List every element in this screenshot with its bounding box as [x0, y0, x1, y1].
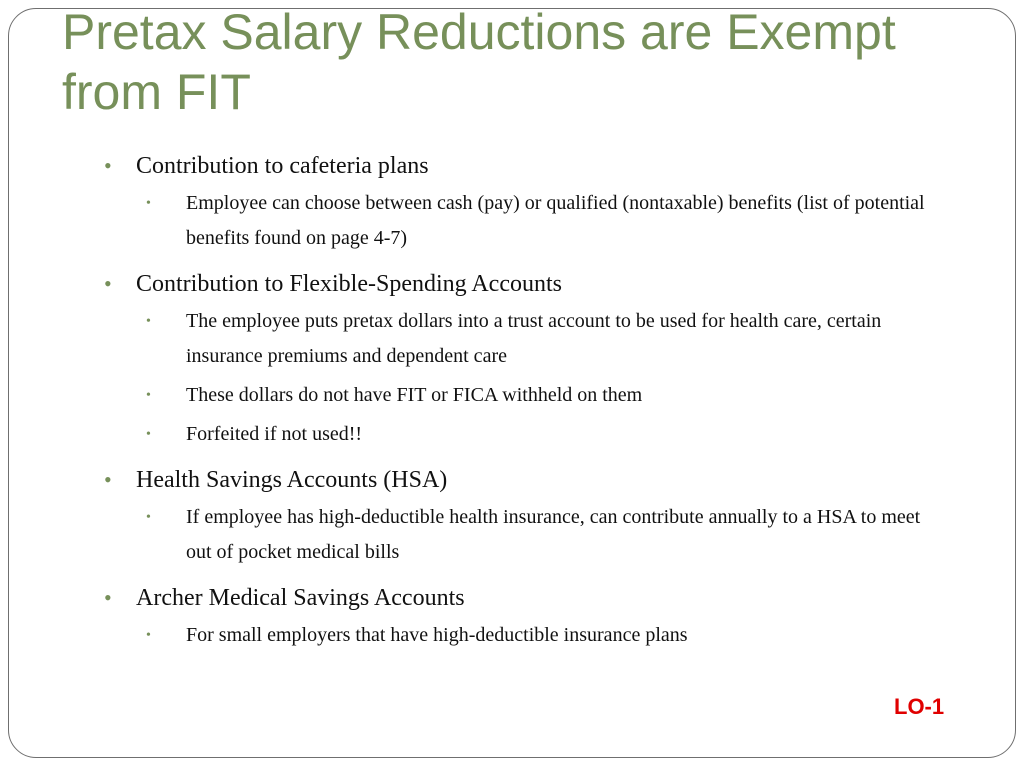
- sub-bullet-dot-icon: •: [146, 427, 151, 442]
- bullet-text: Health Savings Accounts (HSA): [136, 467, 448, 493]
- bullet-item: [104, 580, 944, 653]
- slide-content: [104, 148, 944, 663]
- bullet-text: Archer Medical Savings Accounts: [136, 585, 465, 611]
- bullet-text: Contribution to cafeteria plans: [136, 153, 429, 179]
- sub-bullet-dot-icon: •: [146, 510, 151, 525]
- bullet-text: Contribution to Flexible-Spending Accounts: [136, 271, 562, 297]
- sub-bullet-item: [136, 417, 944, 452]
- sub-bullet-list: [136, 618, 944, 653]
- sub-bullet-item: [136, 186, 944, 256]
- sub-bullet-dot-icon: •: [146, 196, 151, 211]
- bullet-item: [104, 148, 944, 256]
- bullet-dot-icon: •: [104, 153, 112, 178]
- sub-bullet-item: [136, 618, 944, 653]
- sub-bullet-text: These dollars do not have FIT or FICA withheld on them: [186, 384, 643, 406]
- sub-bullet-text: For small employers that have high-deductible insurance plans: [186, 624, 688, 646]
- sub-bullet-text: If employee has high-deductible health insurance, can contribute annually to a HSA to meet out of pocket medical bills: [186, 506, 921, 563]
- bullet-dot-icon: •: [104, 271, 112, 296]
- bullet-item: [104, 266, 944, 452]
- sub-bullet-text: Employee can choose between cash (pay) or qualified (nontaxable) benefits (list of potential benefits found on page 4-7): [186, 192, 925, 249]
- sub-bullet-dot-icon: •: [146, 628, 151, 643]
- sub-bullet-item: [136, 378, 944, 413]
- bullet-dot-icon: •: [104, 585, 112, 610]
- sub-bullet-item: [136, 500, 944, 570]
- sub-bullet-dot-icon: •: [146, 314, 151, 329]
- bullet-dot-icon: •: [104, 467, 112, 492]
- learning-objective-tag: LO-1: [894, 694, 945, 719]
- bullet-list: [104, 148, 944, 653]
- slide-title: Pretax Salary Reductions are Exempt from FIT: [62, 4, 896, 120]
- sub-bullet-list: [136, 500, 944, 570]
- sub-bullet-dot-icon: •: [146, 388, 151, 403]
- sub-bullet-text: The employee puts pretax dollars into a trust account to be used for health care, certain insurance premiums and dependent care: [186, 310, 882, 367]
- sub-bullet-list: [136, 186, 944, 256]
- sub-bullet-list: [136, 304, 944, 452]
- sub-bullet-text: Forfeited if not used!!: [186, 423, 363, 445]
- sub-bullet-item: [136, 304, 944, 374]
- bullet-item: [104, 462, 944, 570]
